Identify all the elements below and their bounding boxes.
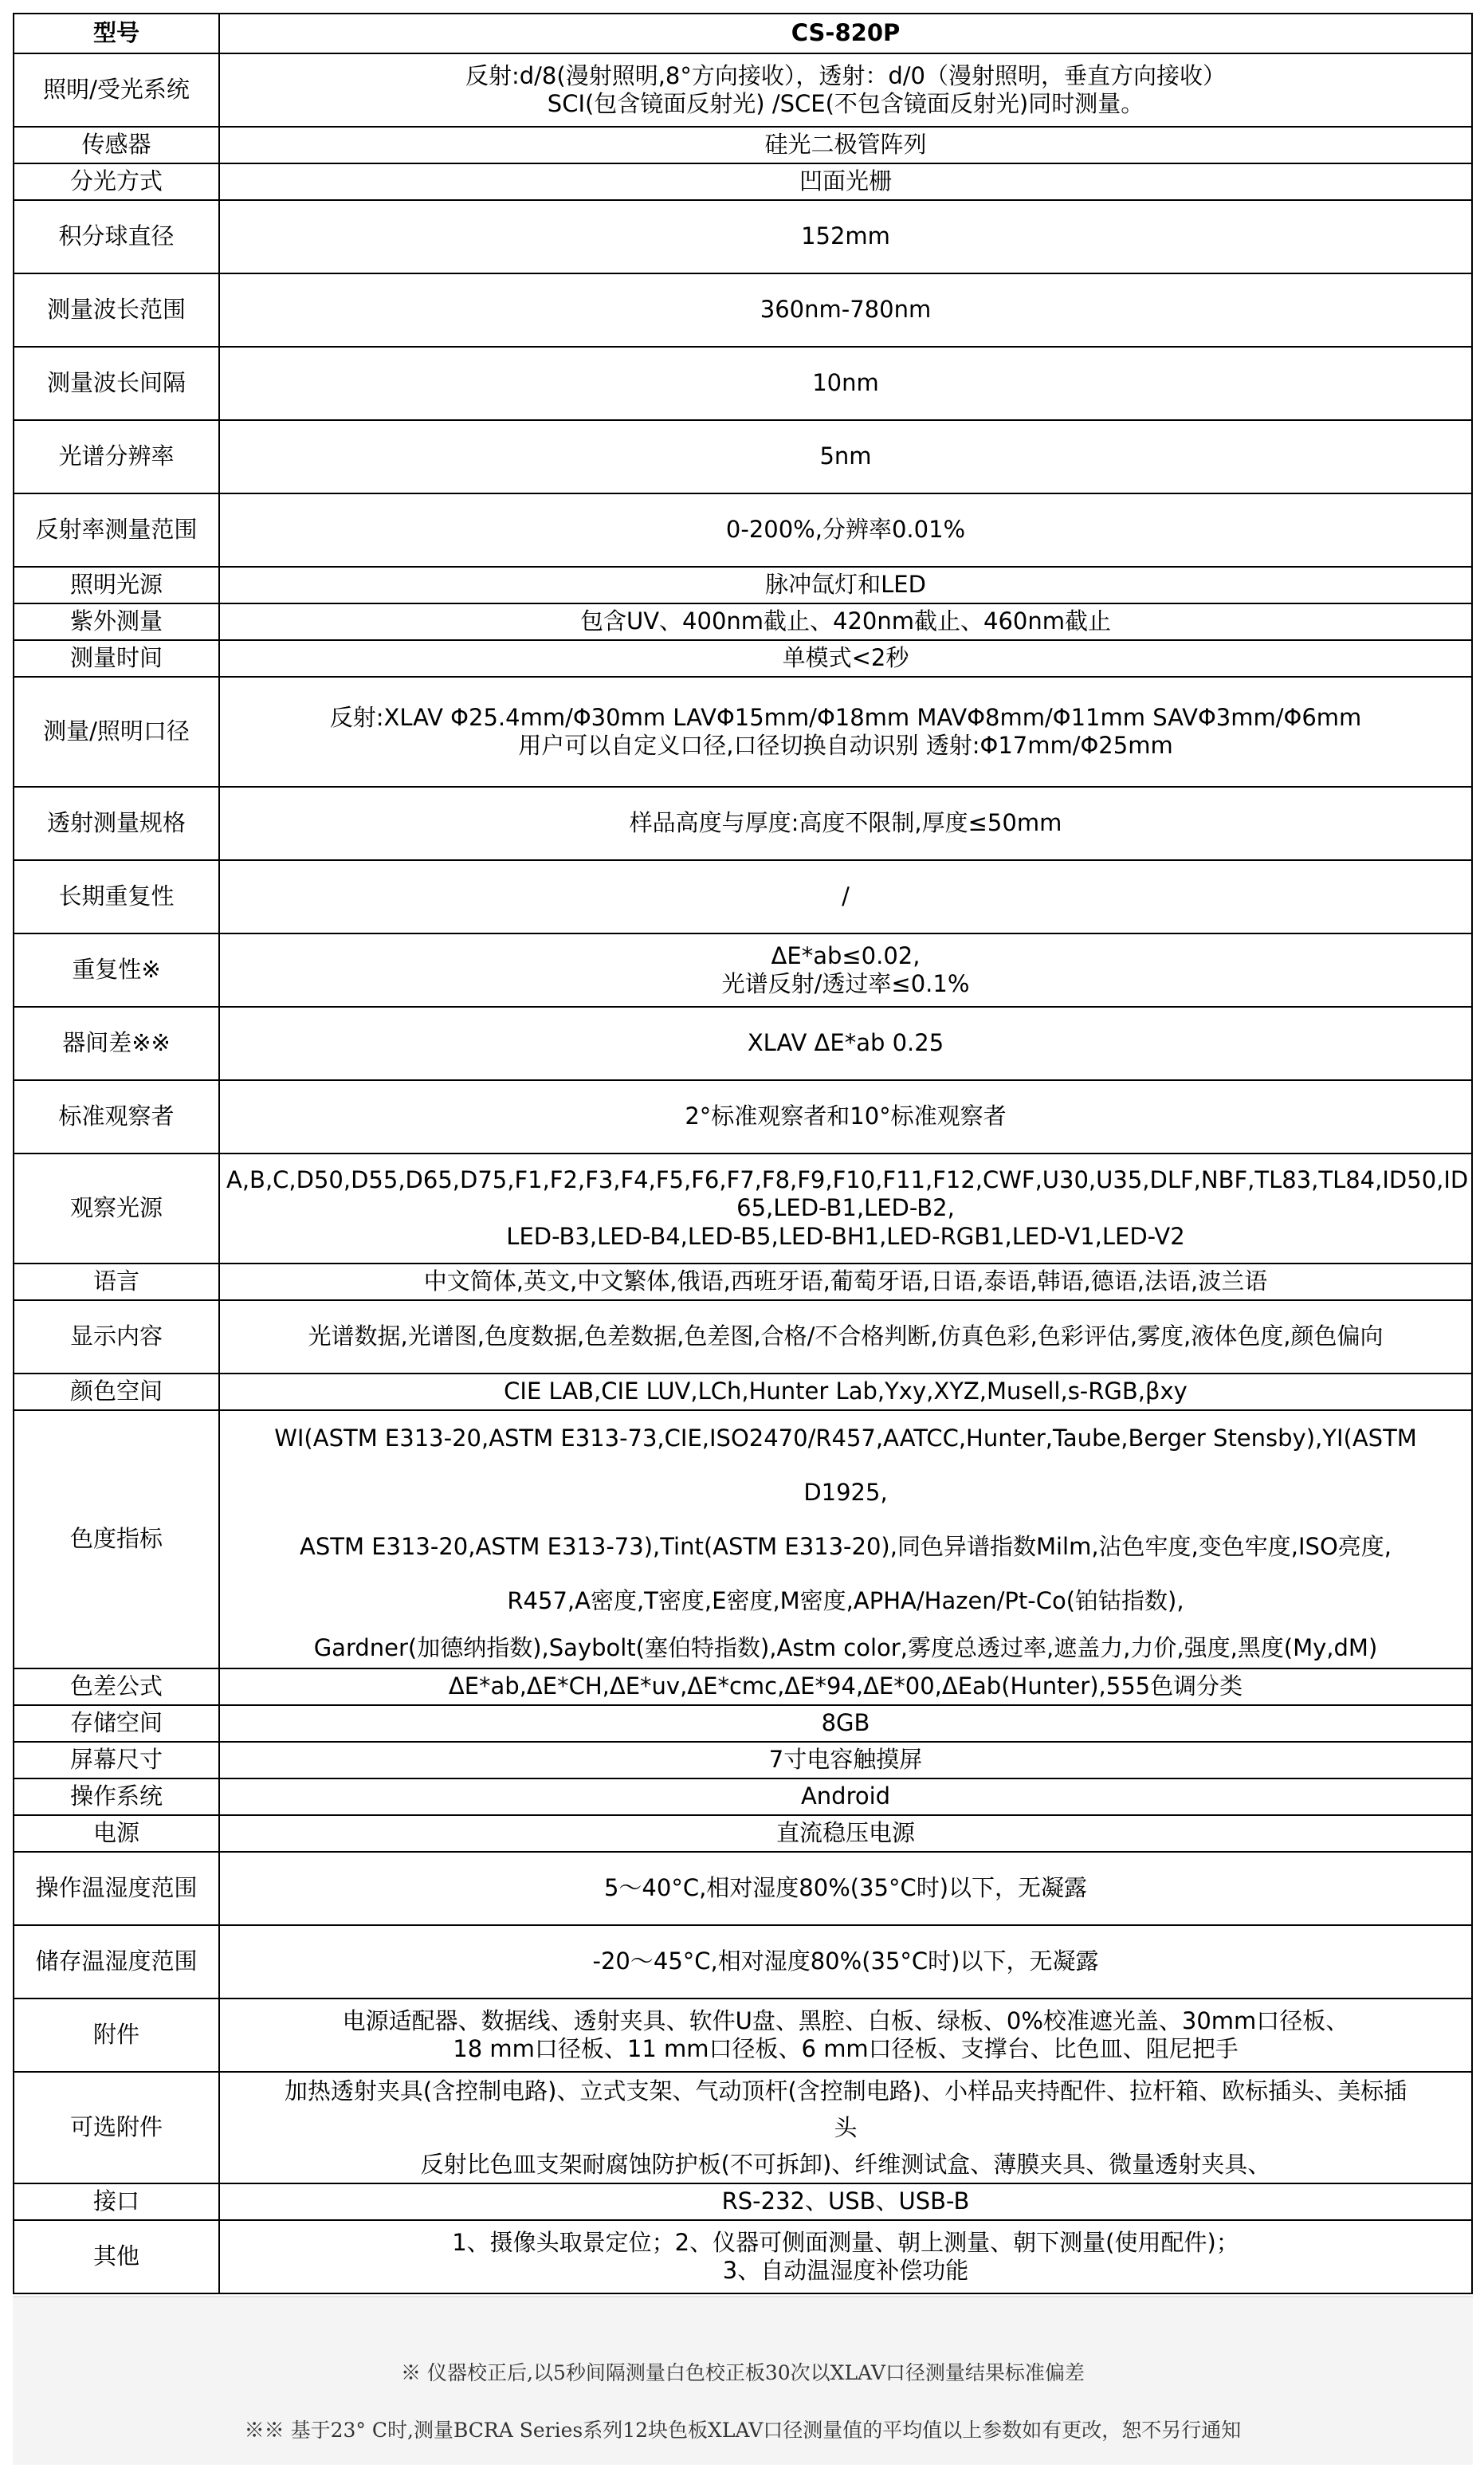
spec-value (219, 1264, 1472, 1300)
spec-value-line: 凹面光栅 (799, 167, 892, 195)
spec-label: 储存温湿度范围 (14, 1925, 219, 1998)
spec-value-line: 3、自动温湿度补偿功能 (722, 2257, 969, 2284)
table-row (14, 787, 1472, 860)
table-header-row (14, 14, 1472, 53)
spec-value (219, 1154, 1472, 1264)
spec-value (219, 1410, 1472, 1668)
spec-value-line: 1、摄像头取景定位；2、仪器可侧面测量、朝上测量、朝下测量(使用配件)； (452, 2228, 1239, 2256)
spec-value-line: LED-B3,LED-B4,LED-B5,LED-BH1,LED-RGB1,LED-V1,LED-V2 (506, 1222, 1185, 1250)
spec-value-line: 光谱反射/透过率≤0.1% (721, 970, 970, 997)
spec-value-line: 硅光二极管阵列 (764, 131, 927, 159)
spec-label: 紫外测量 (14, 603, 219, 640)
spec-label: 长期重复性 (14, 860, 219, 933)
spec-value (219, 787, 1472, 860)
spec-value (219, 53, 1472, 127)
spec-label: 语言 (14, 1264, 219, 1300)
spec-value-line: 2°标准观察者和10°标准观察者 (685, 1102, 1007, 1130)
spec-value (219, 493, 1472, 567)
spec-value (219, 1742, 1472, 1778)
spec-label: 附件 (14, 1998, 219, 2072)
spec-value (219, 2183, 1472, 2220)
spec-value-line: SCI(包含镜面反射光) /SCE(不包含镜面反射光)同时测量。 (547, 90, 1144, 117)
spec-value-line: / (842, 882, 850, 910)
spec-value (219, 1080, 1472, 1154)
spec-value-line: ΔE*ab≤0.02, (771, 941, 921, 969)
spec-value-line: 包含UV、400nm截止、420nm截止、460nm截止 (579, 607, 1111, 635)
table-row (14, 493, 1472, 567)
spec-value-line: 直流稳压电源 (775, 1819, 915, 1847)
spec-value-line: 5～40°C,相对湿度80%(35°C时)以下，无凝露 (603, 1874, 1088, 1902)
spec-value (219, 677, 1472, 787)
spec-value-line: 152mm (801, 222, 890, 250)
table-row (14, 1668, 1472, 1705)
spec-label: 电源 (14, 1815, 219, 1852)
spec-value (219, 1778, 1472, 1815)
table-row (14, 1410, 1472, 1668)
spec-value (219, 1705, 1472, 1742)
spec-table-body (14, 14, 1472, 2293)
spec-value (219, 1300, 1472, 1374)
table-row (14, 1925, 1472, 1998)
table-row (14, 2183, 1472, 2220)
spec-value (219, 603, 1472, 640)
spec-value-line: 中文简体,英文,中文繁体,俄语,西班牙语,葡萄牙语,日语,泰语,韩语,德语,法语,波兰语 (423, 1267, 1268, 1295)
spec-label: 其他 (14, 2220, 219, 2293)
spec-label: 测量波长间隔 (14, 347, 219, 420)
spec-value-line: Android (800, 1782, 891, 1810)
spec-label: 积分球直径 (14, 200, 219, 273)
spec-label: 接口 (14, 2183, 219, 2220)
table-row (14, 933, 1472, 1007)
table-row (14, 2072, 1472, 2183)
table-row (14, 347, 1472, 420)
spec-table (13, 13, 1473, 2294)
table-row (14, 640, 1472, 677)
table-row (14, 2220, 1472, 2293)
spec-value-line: ASTM E313-20,ASTM E313-73),Tint(ASTM E313-20),同色异谱指数Milm,沾色牢度,变色牢度,ISO亮度, (300, 1533, 1392, 1560)
spec-value (219, 163, 1472, 200)
spec-value-line: ΔE*ab,ΔE*CH,ΔE*uv,ΔE*cmc,ΔE*94,ΔE*00,ΔEab(Hunter),555色调分类 (448, 1672, 1243, 1700)
spec-label: 色度指标 (14, 1410, 219, 1668)
footnote-repeatability: ※ 仪器校正后,以5秒间隔测量白色校正板30次以XLAV口径测量结果标准偏差 (401, 2361, 1085, 2384)
spec-label: 色差公式 (14, 1668, 219, 1705)
spec-value (219, 2072, 1472, 2183)
spec-value-line: 8GB (821, 1709, 870, 1737)
spec-label: 测量时间 (14, 640, 219, 677)
spec-value-line: 0-200%,分辨率0.01% (725, 516, 966, 544)
spec-value (219, 933, 1472, 1007)
spec-value (219, 1668, 1472, 1705)
spec-label: 测量/照明口径 (14, 677, 219, 787)
spec-value-line: WI(ASTM E313-20,ASTM E313-73,CIE,ISO2470/R457,AATCC,Hunter,Taube,Berger Stensby),YI(ASTM (274, 1425, 1417, 1452)
spec-value (219, 1925, 1472, 1998)
table-row (14, 127, 1472, 163)
table-row (14, 1778, 1472, 1815)
spec-label: 分光方式 (14, 163, 219, 200)
spec-value-line: RS-232、USB、USB-B (721, 2187, 970, 2215)
spec-value (219, 567, 1472, 603)
spec-label: 透射测量规格 (14, 787, 219, 860)
footnotes-panel (13, 2296, 1473, 2465)
spec-label: 屏幕尺寸 (14, 1742, 219, 1778)
spec-value-line: 样品高度与厚度:高度不限制,厚度≤50mm (629, 809, 1062, 837)
table-row (14, 1815, 1472, 1852)
table-row (14, 1998, 1472, 2072)
spec-value-line: 反射:XLAV Φ25.4mm/Φ30mm LAVΦ15mm/Φ18mm MAVΦ8mm/Φ11mm SAVΦ3mm/Φ6mm (329, 703, 1362, 731)
spec-label: 可选附件 (14, 2072, 219, 2183)
table-row (14, 603, 1472, 640)
spec-value-line: 65,LED-B1,LED-B2, (736, 1194, 955, 1222)
spec-value-line: R457,A密度,T密度,E密度,M密度,APHA/Hazen/Pt-Co(铂钴指数), (507, 1587, 1184, 1614)
table-row (14, 1852, 1472, 1925)
table-row (14, 1264, 1472, 1300)
spec-label: 重复性※ (14, 933, 219, 1007)
spec-value-line: 单模式<2秒 (782, 644, 909, 672)
table-row (14, 1374, 1472, 1410)
spec-label: 操作系统 (14, 1778, 219, 1815)
spec-value-line: 5nm (819, 442, 872, 470)
spec-value-line: 用户可以自定义口径,口径切换自动识别 透射:Φ17mm/Φ25mm (518, 732, 1173, 759)
table-row (14, 1154, 1472, 1264)
table-row (14, 1742, 1472, 1778)
header-key-cell: 型号 (14, 14, 219, 53)
spec-value (219, 127, 1472, 163)
table-row (14, 567, 1472, 603)
spec-value (219, 1007, 1472, 1080)
table-row (14, 200, 1472, 273)
spec-label: 测量波长范围 (14, 273, 219, 347)
spec-label: 操作温湿度范围 (14, 1852, 219, 1925)
spec-label: 显示内容 (14, 1300, 219, 1374)
spec-value (219, 200, 1472, 273)
spec-value (219, 420, 1472, 493)
spec-value-line: 头 (834, 2114, 858, 2141)
spec-value-line: 10nm (812, 369, 879, 397)
spec-value-line: XLAV ΔE*ab 0.25 (747, 1029, 944, 1057)
table-row (14, 163, 1472, 200)
spec-label: 光谱分辨率 (14, 420, 219, 493)
spec-label: 标准观察者 (14, 1080, 219, 1154)
table-row (14, 273, 1472, 347)
spec-label: 反射率测量范围 (14, 493, 219, 567)
spec-value-line: -20～45°C,相对湿度80%(35°C时)以下，无凝露 (592, 1947, 1099, 1975)
spec-value (219, 1852, 1472, 1925)
spec-value-line: 光谱数据,光谱图,色度数据,色差数据,色差图,合格/不合格判断,仿真色彩,色彩评估,雾度,液体色度,颜色偏向 (308, 1322, 1384, 1350)
spec-value-line: A,B,C,D50,D55,D65,D75,F1,F2,F3,F4,F5,F6,F7,F8,F9,F10,F11,F12,CWF,U30,U35,DLF,NBF,TL83,TL84,ID50,ID (226, 1165, 1469, 1193)
spec-label: 照明/受光系统 (14, 53, 219, 127)
table-row (14, 1007, 1472, 1080)
spec-label: 照明光源 (14, 567, 219, 603)
spec-label: 传感器 (14, 127, 219, 163)
spec-label: 存储空间 (14, 1705, 219, 1742)
spec-value-line: Gardner(加德纳指数),Saybolt(塞伯特指数),Astm color,雾度总透过率,遮盖力,力价,强度,黑度(My,dM) (313, 1634, 1378, 1661)
table-row (14, 420, 1472, 493)
table-row (14, 53, 1472, 127)
spec-value (219, 640, 1472, 677)
spec-value-line: D1925, (803, 1479, 888, 1506)
spec-value (219, 273, 1472, 347)
spec-value (219, 1374, 1472, 1410)
spec-label: 器间差※※ (14, 1007, 219, 1080)
table-row (14, 1080, 1472, 1154)
spec-label: 观察光源 (14, 1154, 219, 1264)
spec-value (219, 1998, 1472, 2072)
spec-value-line: 加热透射夹具(含控制电路)、立式支架、气动顶杆(含控制电路)、小样品夹持配件、拉杆箱、欧标插头、美标插 (284, 2077, 1407, 2105)
spec-value-line: 反射比色皿支架耐腐蚀防护板(不可拆卸)、纤维测试盒、薄膜夹具、微量透射夹具、 (420, 2151, 1271, 2178)
spec-value (219, 2220, 1472, 2293)
spec-value-line: 脉冲氙灯和LED (765, 571, 926, 599)
spec-value-line: CIE LAB,CIE LUV,LCh,Hunter Lab,Yxy,XYZ,Musell,s-RGB,βxy (504, 1378, 1188, 1405)
table-row (14, 1300, 1472, 1374)
spec-value-line: 反射:d/8(漫射照明,8°方向接收），透射：d/0（漫射照明，垂直方向接收） (465, 61, 1226, 89)
spec-value-line: 7寸电容触摸屏 (768, 1746, 923, 1774)
spec-value (219, 1815, 1472, 1852)
footnote-inter-instrument: ※※ 基于23° C时,测量BCRA Series系列12块色板XLAV口径测量值的平均值以上参数如有更改，恕不另行通知 (244, 2419, 1242, 2442)
spec-value-line: 电源适配器、数据线、透射夹具、软件U盘、黑腔、白板、绿板、0%校准遮光盖、30mm口径板、 (342, 2006, 1349, 2034)
spec-value (219, 347, 1472, 420)
spec-value (219, 860, 1472, 933)
spec-value-line: 18 mm口径板、11 mm口径板、6 mm口径板、支撑台、比色皿、阻尼把手 (453, 2035, 1239, 2062)
table-row (14, 677, 1472, 787)
spec-value-line: 360nm-780nm (760, 296, 932, 324)
spec-label: 颜色空间 (14, 1374, 219, 1410)
header-model-cell: CS-820P (219, 14, 1472, 53)
table-row (14, 1705, 1472, 1742)
table-row (14, 860, 1472, 933)
